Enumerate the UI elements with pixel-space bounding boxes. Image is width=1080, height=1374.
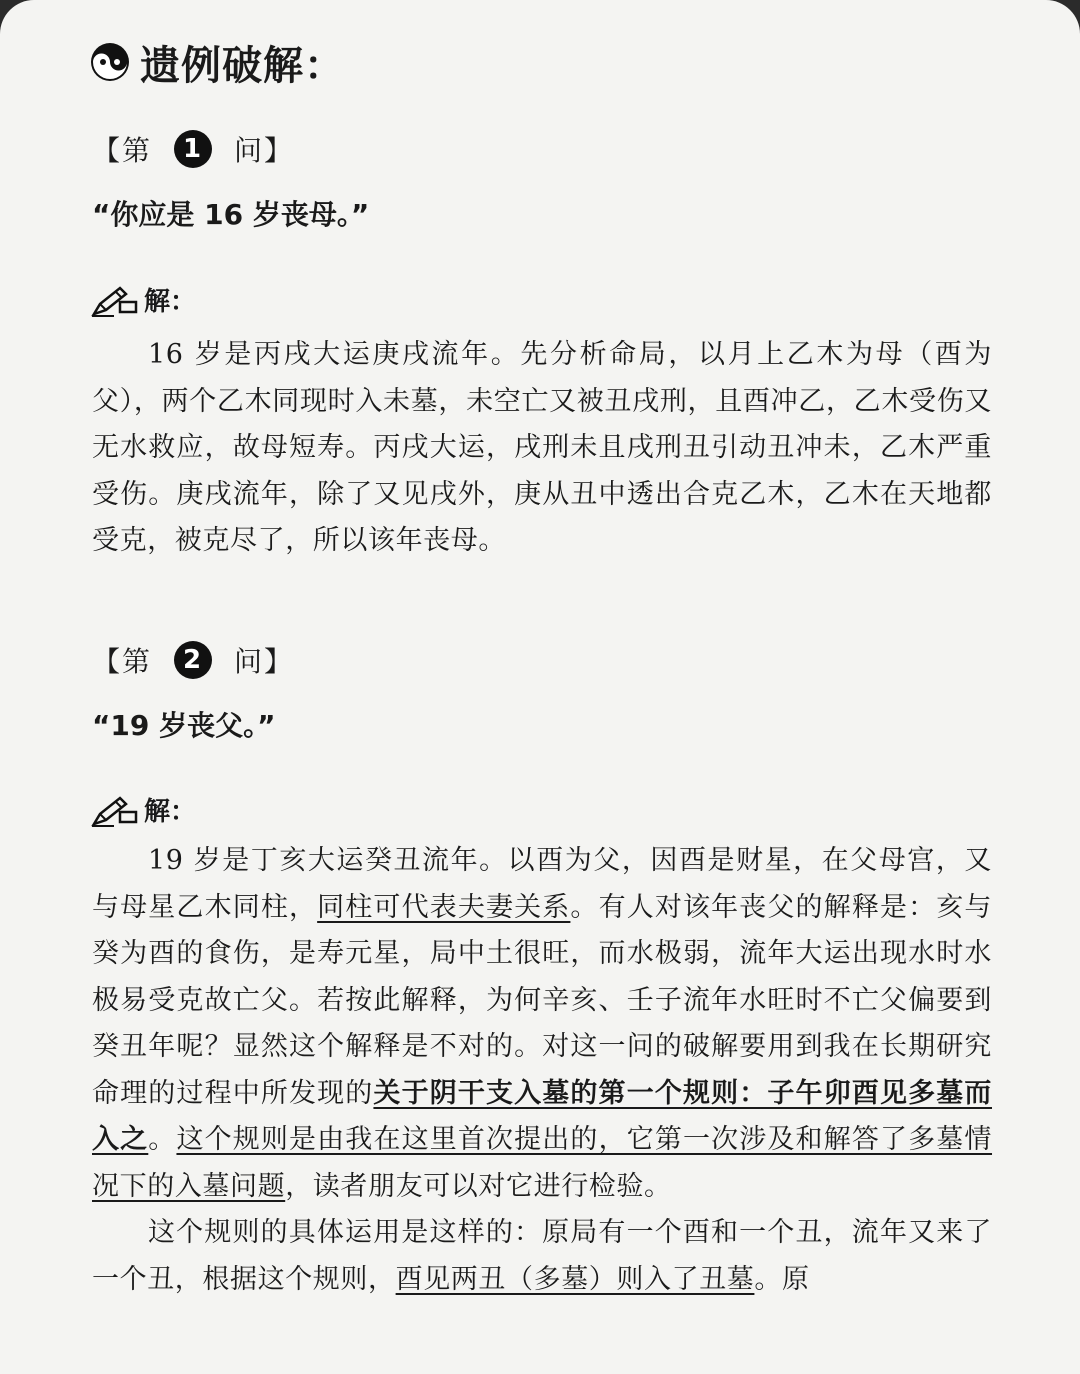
solution-label-text: 解： bbox=[144, 287, 197, 317]
pen-writing-icon bbox=[90, 794, 140, 828]
yin-yang-icon bbox=[90, 42, 130, 82]
question-1-solution-label bbox=[90, 272, 196, 318]
section-title bbox=[90, 34, 345, 90]
question-2-heading bbox=[92, 637, 294, 683]
question-2-explanation bbox=[92, 838, 992, 1303]
pen-writing-icon bbox=[90, 284, 140, 318]
question-number-badge: 1 bbox=[174, 130, 212, 168]
section-title-text: 遗例破解： bbox=[140, 42, 345, 89]
question-prefix: 【第 bbox=[92, 645, 153, 678]
underlined-phrase: 酉见两丑（多墓）则入了丑墓 bbox=[395, 1263, 755, 1295]
paragraph: 16 岁是丙戌大运庚戌流年。先分析命局，以月上乙木为母（酉为父），两个乙木同现时入未墓，未空亡又被丑戌刑，且酉冲乙，乙木受伤又无水救应，故母短寿。丙戌大运，戌刑未且戌刑丑引动丑冲未，乙木严重受伤。庚戌流年，除了又见戌外，庚从丑中透出合克乙木，乙木在天地都受克，被克尽了，所以该年丧母。 bbox=[92, 339, 992, 556]
bold-underlined-rule: 关于阴干支入墓的第一个规则：子午卯酉见多墓而入之 bbox=[92, 1077, 992, 1155]
underlined-phrase: 这个规则是由我在这里首次提出的，它第一次涉及和解答了多墓情况下的入墓问题 bbox=[92, 1124, 993, 1202]
underlined-phrase: 同柱可代表夫妻关系 bbox=[317, 891, 571, 923]
paragraph: 19 岁是丁亥大运癸丑流年。以酉为父，因酉是财星，在父母宫，又与母星乙木同柱，同柱可代表夫妻关系。有人对该年丧父的解释是：亥与癸为酉的食伤，是寿元星，局中土很旺，而水极弱，流年大运出现水时水极易受克故亡父。若按此解释，为何辛亥、壬子流年水旺时不亡父偏要到癸丑年呢？显然这个解释是不对的。对这一问的破解要用到我在长期研究命理的过程中所发现的关于阴干支入墓的第一个规则：子午卯酉见多墓而入之。这个规则是由我在这里首次提出的，它第一次涉及和解答了多墓情况下的入墓问题，读者朋友可以对它进行检验。 bbox=[92, 845, 993, 1202]
question-1-explanation bbox=[92, 332, 992, 565]
question-number-badge: 2 bbox=[174, 641, 212, 679]
question-2-quote: “19 岁丧父。” bbox=[92, 709, 276, 742]
question-2-solution-label bbox=[90, 782, 196, 828]
question-suffix: 问】 bbox=[234, 645, 295, 678]
question-1-heading bbox=[92, 126, 294, 172]
question-prefix: 【第 bbox=[92, 134, 153, 167]
paragraph: 这个规则的具体运用是这样的：原局有一个酉和一个丑，流年又来了一个丑，根据这个规则，酉见两丑（多墓）则入了丑墓。原 bbox=[92, 1217, 992, 1295]
solution-label-text: 解： bbox=[144, 797, 197, 827]
question-1-quote: “你应是 16 岁丧母。” bbox=[92, 198, 370, 231]
question-suffix: 问】 bbox=[234, 134, 295, 167]
